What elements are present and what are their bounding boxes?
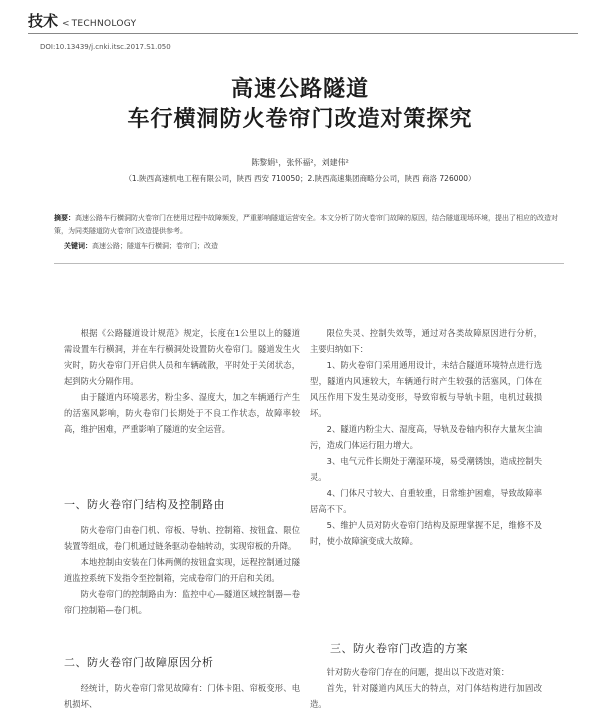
authors: 陈黎娟¹，张怀福²，刘建伟² <box>251 158 349 167</box>
right-column <box>310 325 542 549</box>
title-line-1: 高速公路隧道 <box>230 77 369 102</box>
affiliation: （1.陕西高速机电工程有限公司，陕西 西安 710050；2.陕西高速集团商略分公司，陕西 商洛 726000） <box>124 174 476 183</box>
paragraph: 1、防火卷帘门采用通用设计，未结合隧道环境特点进行选型，隧道内风速较大，车辆通行时产生较强的活塞风，门体在风压作用下发生晃动变形，导致帘板与导轨卡阻，电机过载损坏。 <box>310 360 542 418</box>
paragraph: 5、维护人员对防火卷帘门结构及原理掌握不足，维修不及时，使小故障演变成大故障。 <box>310 520 542 546</box>
section-heading-2: 二、防火卷帘门故障原因分析 <box>64 656 214 669</box>
left-column <box>64 325 300 437</box>
paragraph: 3、电气元件长期处于潮湿环境，易受潮锈蚀，造成控制失灵。 <box>310 456 542 482</box>
paragraph: 2、隧道内粉尘大、湿度高，导轨及卷轴内积存大量灰尘油污，造成门体运行阻力增大。 <box>310 424 542 450</box>
keywords-label: 关键词： <box>64 242 92 250</box>
section-heading-3: 三、防火卷帘门改造的方案 <box>330 642 468 655</box>
section-separator: < <box>62 19 70 29</box>
paragraph: 限位失灵、控制失效等，通过对各类故障原因进行分析，主要归纳如下： <box>310 328 542 354</box>
paragraph: 4、门体尺寸较大、自重较重，日常维护困难，导致故障率居高不下。 <box>310 488 542 514</box>
keywords-text: 高速公路；隧道车行横洞；卷帘门；改造 <box>92 242 218 250</box>
left-column-section-2 <box>64 680 300 712</box>
paragraph: 由于隧道内环境恶劣，粉尘多、湿度大，加之车辆通行产生的活塞风影响，防火卷帘门长期处于不良工作状态，故障率较高，维护困难，严重影响了隧道的安全运营。 <box>64 392 300 434</box>
title-line-2: 车行横洞防火卷帘门改造对策探究 <box>127 107 473 132</box>
paragraph: 防火卷帘门的控制路由为：监控中心—隧道区域控制器—卷帘门控制箱—卷门机。 <box>64 589 300 615</box>
paragraph: 针对防火卷帘门存在的问题，提出以下改造对策： <box>326 667 510 677</box>
abstract <box>54 212 564 238</box>
section-heading-1: 一、防火卷帘门结构及控制路由 <box>64 498 225 511</box>
left-column-section-1 <box>64 522 300 618</box>
section-name: 技术 <box>28 12 59 30</box>
paragraph: 经统计，防火卷帘门常见故障有：门体卡阻、帘板变形、电机损坏、 <box>64 683 300 709</box>
paragraph: 首先，针对隧道内风压大的特点，对门体结构进行加固改造。 <box>310 683 542 709</box>
abstract-divider <box>54 263 564 264</box>
section-name-en: TECHNOLOGY <box>71 19 137 29</box>
running-header <box>28 10 578 31</box>
doi: DOI:10.13439/j.cnki.itsc.2017.S1.050 <box>40 43 171 51</box>
paragraph: 防火卷帘门由卷门机、帘板、导轨、控制箱、按钮盒、限位装置等组成，卷门机通过链条驱动卷轴转动，实现帘板的升降。 <box>64 525 300 551</box>
paragraph: 根据《公路隧道设计规范》规定，长度在1公里以上的隧道需设置车行横洞，并在车行横洞处设置防火卷帘门。隧道发生火灾时，防火卷帘门开启供人员和车辆疏散，平时处于关闭状态，起到防火分隔作用。 <box>64 328 300 386</box>
abstract-text: 高速公路车行横洞防火卷帘门在使用过程中故障频发，严重影响隧道运营安全。本文分析了防火卷帘门故障的原因，结合隧道现场环境，提出了相应的改造对策，为同类隧道防火卷帘门改造提供参考。 <box>54 214 558 235</box>
paragraph: 本地控制由安装在门体两侧的按钮盒实现，远程控制通过隧道监控系统下发指令至控制箱，完成卷帘门的开启和关闭。 <box>64 557 300 583</box>
keywords <box>64 241 564 251</box>
abstract-label: 摘要： <box>54 214 75 222</box>
header-rule <box>28 33 578 34</box>
